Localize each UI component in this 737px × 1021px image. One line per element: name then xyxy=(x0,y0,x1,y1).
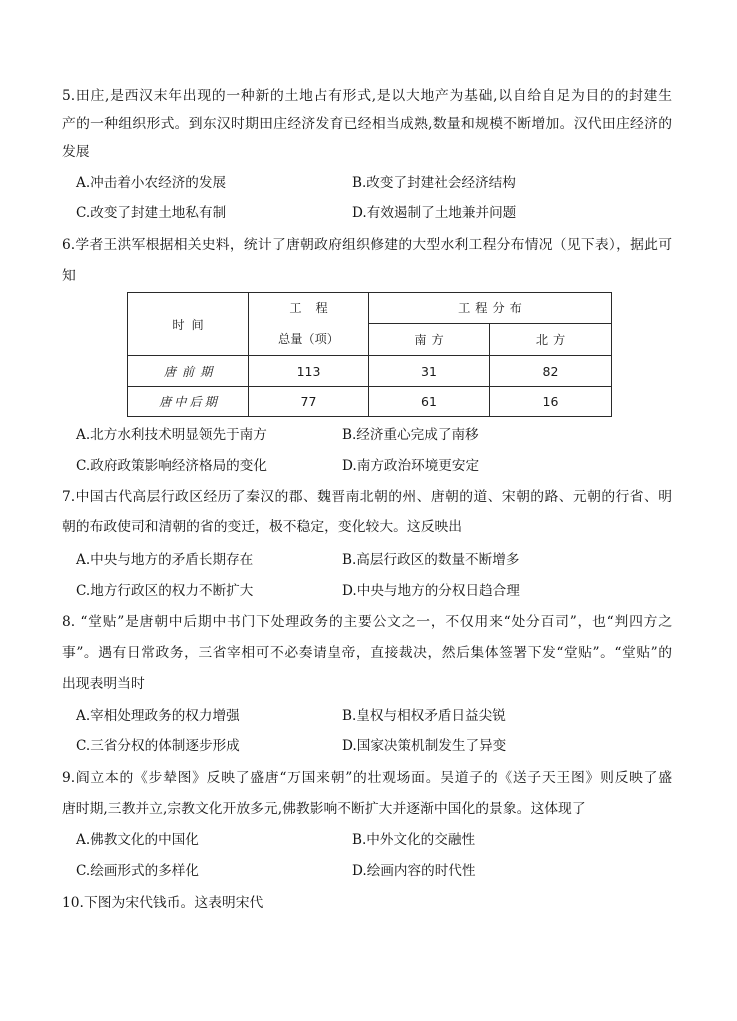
table-header-north xyxy=(490,323,612,355)
q6-option-a: A.北方水利技术明显领先于南方 xyxy=(76,427,267,443)
table-cell-north: 16 xyxy=(490,387,612,417)
period-label: 唐中后期 xyxy=(159,395,220,409)
table-header-total-line-1: 工程 xyxy=(289,301,342,315)
q5-option-d: D.有效遏制了土地兼并问题 xyxy=(352,205,517,221)
q5-stem-line-2: 产的一种组织形式。到东汉时期田庄经济发育已经相当成熟,数量和规模不断增加。汉代田庄经济的 xyxy=(62,116,672,132)
q9-option-b: B.中外文化的交融性 xyxy=(352,832,476,848)
table-header-south-label: 南方 xyxy=(414,332,449,347)
q6-option-b: B.经济重心完成了南移 xyxy=(342,427,479,443)
table-cell-total: 77 xyxy=(249,387,369,417)
table-header-south xyxy=(369,323,490,355)
q7-option-a: A.中央与地方的矛盾长期存在 xyxy=(76,552,254,568)
table-header-total xyxy=(249,293,369,356)
table-row xyxy=(128,356,612,387)
q8-option-b: B.皇权与相权矛盾日益尖锐 xyxy=(342,708,506,724)
q7-option-c: C.地方行政区的权力不断扩大 xyxy=(76,583,254,599)
table-cell-north: 82 xyxy=(490,356,612,387)
q9-option-d: D.绘画内容的时代性 xyxy=(352,863,476,879)
q7-option-d: D.中央与地方的分权日趋合理 xyxy=(342,583,520,599)
table-cell-south: 31 xyxy=(369,356,490,387)
table-header-north-label: 北方 xyxy=(535,332,571,347)
table-row xyxy=(128,387,612,417)
q6-option-c: C.政府政策影响经济格局的变化 xyxy=(76,458,267,474)
q7-stem-line-1: 7.中国古代高层行政区经历了秦汉的郡、魏晋南北朝的州、唐朝的道、宋朝的路、元朝的行省、明 xyxy=(62,489,672,505)
q7-stem-line-2: 朝的布政使司和清朝的省的变迁，极不稳定，变化较大。这反映出 xyxy=(62,519,463,535)
q8-option-a: A.宰相处理政务的权力增强 xyxy=(76,708,240,724)
table-cell-total: 113 xyxy=(249,356,369,387)
q9-stem-line-1: 9.阎立本的《步辇图》反映了盛唐“万国来朝”的壮观场面。吴道子的《送子天王图》则反映了盛 xyxy=(62,770,672,786)
table-header-total-line-2: 总量（项） xyxy=(278,332,339,346)
table-header-time-label: 时间 xyxy=(172,317,211,332)
table-cell-period xyxy=(128,356,249,387)
q8-option-c: C.三省分权的体制逐步形成 xyxy=(76,738,240,754)
period-label: 唐前期 xyxy=(163,364,219,379)
q9-option-a: A.佛教文化的中国化 xyxy=(76,832,199,848)
q7-option-b: B.高层行政区的数量不断增多 xyxy=(342,552,520,568)
q9-stem-line-2: 唐时期,三教并立,宗教文化开放多元,佛教影响不断扩大并逐渐中国化的景象。这体现了 xyxy=(62,801,586,817)
table-header-time xyxy=(128,293,249,356)
table-cell-south: 61 xyxy=(369,387,490,417)
q5-stem-line-1: 5.田庄,是西汉末年出现的一种新的土地占有形式,是以大地产为基础,以自给自足为目的的封建生 xyxy=(62,88,672,104)
q6-stem-line-1: 6.学者王洪军根据相关史料，统计了唐朝政府组织修建的大型水利工程分布情况（见下表），据此可 xyxy=(62,237,672,253)
table-cell-period xyxy=(128,387,249,417)
q8-stem-line-2: 事”。遇有日常政务，三省宰相可不必奏请皇帝，直接裁决，然后集体签署下发“堂贴”。“堂贴”的 xyxy=(62,645,672,661)
q9-option-c: C.绘画形式的多样化 xyxy=(76,863,199,879)
q6-stem-line-2: 知 xyxy=(62,268,76,284)
q6-option-d: D.南方政治环境更安定 xyxy=(342,458,480,474)
q8-option-d: D.国家决策机制发生了异变 xyxy=(342,738,507,754)
q5-stem-line-3: 发展 xyxy=(62,144,90,160)
q5-option-a: A.冲击着小农经济的发展 xyxy=(76,175,227,191)
q10-stem-line-1: 10.下图为宋代钱币。这表明宋代 xyxy=(62,895,264,911)
q8-stem-line-3: 出现表明当时 xyxy=(62,676,145,692)
q5-option-b: B.改变了封建社会经济结构 xyxy=(352,175,516,191)
table-header-distribution xyxy=(369,293,612,324)
q5-option-c: C.改变了封建土地私有制 xyxy=(76,205,227,221)
table-header-distribution-label: 工程分布 xyxy=(458,301,527,316)
water-project-table xyxy=(127,292,612,417)
q8-stem-line-1: 8. “堂贴”是唐朝中后期中书门下处理政务的主要公文之一，不仅用来“处分百司”，也“判四方之 xyxy=(62,614,672,630)
